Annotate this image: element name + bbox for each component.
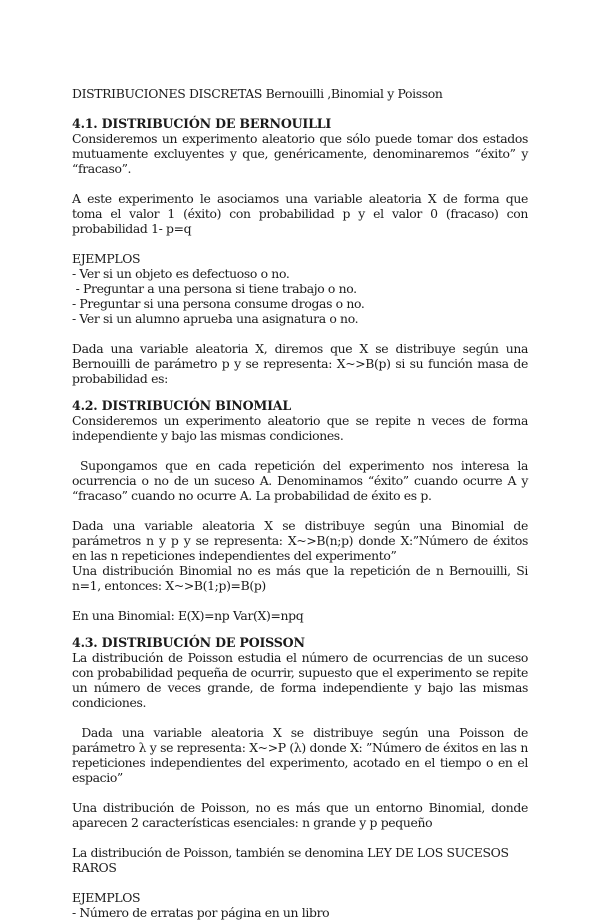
paragraph: Una distribución Binomial no es más que la repetición de n Bernouilli, Si n=1, entonces: X~>B(1;p)=B(p) [72, 563, 528, 593]
list-item: - Ver si un alumno aprueba una asignatura o no. [72, 311, 359, 326]
examples-label: EJEMPLOS [72, 890, 141, 905]
paragraph: La distribución de Poisson, también se denomina LEY DE LOS SUCESOS RAROS [72, 845, 509, 875]
section-heading: 4.1. DISTRIBUCIÓN DE BERNOUILLI [72, 116, 332, 131]
document-title: DISTRIBUCIONES DISCRETAS Bernouilli ,Binomial y Poisson [72, 86, 443, 101]
list-item: - Preguntar si una persona consume drogas o no. [72, 296, 365, 311]
section-heading: 4.2. DISTRIBUCIÓN BINOMIAL [72, 398, 291, 413]
paragraph: Consideremos un experimento aleatorio que se repite n veces de forma independiente y bajo las mismas condiciones. [72, 413, 528, 443]
paragraph: La distribución de Poisson estudia el número de ocurrencias de un suceso con probabilidad pequeña de ocurrir, supuesto que el experimento se repite un número de veces grande, de forma independiente y bajo las mismas condiciones. [72, 650, 528, 710]
paragraph: Una distribución de Poisson, no es más que un entorno Binomial, donde aparecen 2 características esenciales: n grande y p pequeño [72, 800, 528, 830]
examples-label: EJEMPLOS [72, 251, 141, 266]
paragraph: Dada una variable aleatoria X se distribuye según una Poisson de parámetro λ y se representa: X~>P (λ) donde X: ”Número de éxitos en las n repeticiones independientes del experimento, acotado en el tiempo o en el espacio” [72, 725, 532, 785]
section-heading: 4.3. DISTRIBUCIÓN DE POISSON [72, 635, 305, 650]
paragraph: Consideremos un experimento aleatorio que sólo puede tomar dos estados mutuamente excluyentes y que, genéricamente, denominaremos “éxito” y “fracaso”. [72, 131, 528, 176]
list-item: - Preguntar a una persona si tiene trabajo o no. [72, 281, 357, 296]
paragraph: Dada una variable aleatoria X se distribuye según una Binomial de parámetros n y p y se representa: X~>B(n;p) donde X:”Número de éxitos en las n repeticiones independientes del experimento” [72, 518, 528, 563]
section-bernouilli [72, 116, 528, 386]
section-binomial [72, 398, 532, 623]
document-page [72, 86, 532, 920]
section-poisson [72, 635, 532, 920]
paragraph: Supongamos que en cada repetición del experimento nos interesa la ocurrencia o no de un suceso A. Denominamos “éxito” cuando ocurre A y “fracaso” cuando no ocurre A. La probabilidad de éxito es p. [72, 458, 532, 503]
paragraph: Dada una variable aleatoria X, diremos que X se distribuye según una Bernouilli de parámetro p y se representa: X~>B(p) si su función masa de probabilidad es: [72, 341, 528, 386]
list-item: - Número de erratas por página en un libro [72, 905, 330, 920]
paragraph: A este experimento le asociamos una variable aleatoria X de forma que toma el valor 1 (éxito) con probabilidad p y el valor 0 (fracaso) con probabilidad 1- p=q [72, 191, 528, 236]
list-item: - Ver si un objeto es defectuoso o no. [72, 266, 290, 281]
paragraph: En una Binomial: E(X)=np Var(X)=npq [72, 608, 304, 623]
